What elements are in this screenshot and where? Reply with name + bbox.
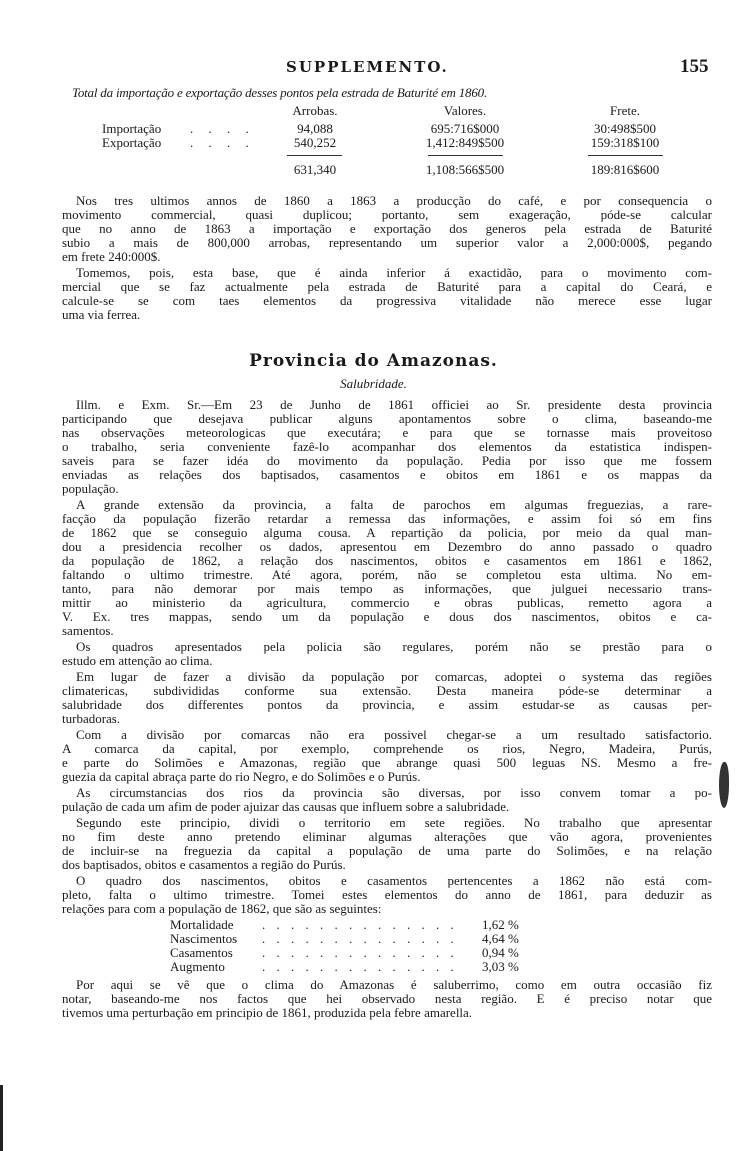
cell: 159:318$100 xyxy=(590,135,660,150)
page-number: 155 xyxy=(680,56,709,77)
text-line: Com a divisão por comarcas não era possivel chegar-se a um resultado satisfactorio. xyxy=(76,727,712,742)
text-line: calcule-se se com taes elementos da progressiva vitalidade não merece esse lugar xyxy=(62,293,712,308)
text-line: saveis para se fazer idéa do movimento da população. Pedia por isso que me fossem xyxy=(62,453,712,468)
ink-blot xyxy=(719,762,729,808)
text-line: o trabalho, seria conveniente fazê-lo acompanhar dos elementos da estatistica indispen- xyxy=(62,439,712,454)
stat-label: Nascimentos xyxy=(170,931,238,946)
paragraph xyxy=(62,194,712,264)
text-line: notar, baseando-me nos factos que hei observado nesta região. E é preciso notar que xyxy=(62,991,712,1006)
text-line: Nos tres ultimos annos de 1860 a 1863 a producção do café, e por consequencia o xyxy=(76,193,712,208)
stat-row xyxy=(170,918,570,932)
paragraph xyxy=(62,786,712,814)
text-line: pulação de cada um afim de poder ajuizar das causas que influem sobre a salubridade. xyxy=(62,799,510,814)
text-line: movimento commercial, quasi duplicou; portanto, sem exageração, póde-se calcular xyxy=(62,207,712,222)
text-line: estudo em attenção ao clima. xyxy=(62,653,213,668)
statistics-list xyxy=(170,918,570,974)
stat-row xyxy=(170,932,570,946)
text-line: Tomemos, pois, esta base, que é ainda inferior á exactidão, para o movimento com- xyxy=(76,265,712,280)
divider xyxy=(428,155,503,156)
text-line: Segundo este principio, dividi o territorio em sete regiões. No trabalho que apresentar xyxy=(76,815,712,830)
text-line: turbadoras. xyxy=(62,711,121,726)
text-line: V. Ex. tres mappas, sendo um da população e dous dos nascimentos, obitos e ca- xyxy=(62,609,712,624)
text-line: salubridade dos differentes pontos da provincia, e assim estudar-se as causas per- xyxy=(62,697,712,712)
cell: 695:716$000 xyxy=(430,121,500,136)
text-line: A comarca da capital, por exemplo, comprehende os rios, Negro, Madeira, Purús, xyxy=(62,741,712,756)
text-line: tivemos uma perturbação em principio de 1861, produzida pela febre amarella. xyxy=(62,1005,473,1020)
leader-dots: . . . . xyxy=(190,135,255,150)
text-line: em frete 240:000$. xyxy=(62,249,161,264)
text-block-upper xyxy=(62,194,712,324)
cell: 30:498$500 xyxy=(593,121,657,136)
total-cell: 189:816$600 xyxy=(590,162,660,177)
text-line: climatericas, subdivididas conforme sua extensão. Desta maneira póde-se determinar a xyxy=(62,683,712,698)
section-heading: Provincia do Amazonas. xyxy=(249,351,498,371)
divider xyxy=(287,155,342,156)
text-line: e parte do Solimões e Amazonas, região que abrange quasi 500 leguas NS. Mesmo a fre- xyxy=(62,755,712,770)
column-header: Valores. xyxy=(443,103,487,118)
text-line: tanto, para não demorar por mais tempo as informações, que julguei necessario trans- xyxy=(62,581,712,596)
leader-dots: . . . . . . . . . . . . . . xyxy=(262,945,458,960)
table-title: Total da importação e exportação desses pontos pela estrada de Baturité em 1860. xyxy=(72,85,488,100)
table-row xyxy=(0,122,747,136)
text-line: no fim deste anno pretendo eliminar algumas alterações que vão agora, provenientes xyxy=(62,829,712,844)
divider xyxy=(588,155,663,156)
cell: 540,252 xyxy=(293,135,337,150)
paragraph xyxy=(62,874,712,916)
text-block-lower xyxy=(62,398,712,1022)
cell: 1,412:849$500 xyxy=(425,135,505,150)
text-line: de 1862 que se conseguio alguma cousa. A repartição da policia, por meio da qual man- xyxy=(62,525,712,540)
text-line: nas observações meteorologicas que executára; e para que se tornasse mais proveitoso xyxy=(62,425,712,440)
text-line: enviadas as relações dos baptisados, casamentos e obitos em 1861 e os mappas da xyxy=(62,467,712,482)
leader-dots: . . . . . . . . . . . . . . xyxy=(262,959,458,974)
totals-rule xyxy=(0,155,747,156)
paragraph xyxy=(62,398,712,496)
total-cell: 631,340 xyxy=(293,162,337,177)
text-line: de incluir-se na freguezia da capital a população de uma parte do Solimões, e na relação xyxy=(62,843,712,858)
paragraph xyxy=(62,640,712,668)
totals-row xyxy=(0,163,747,177)
row-label: Exportação xyxy=(102,135,162,150)
scan-edge-mark xyxy=(0,1085,3,1151)
table-row xyxy=(0,136,747,150)
text-line: relações para com a população de 1862, que são as seguintes: xyxy=(62,901,382,916)
stat-row xyxy=(170,946,570,960)
text-line: participando que desejava publicar alguns apontamentos sobre o clima, baseando-me xyxy=(62,411,712,426)
stat-value: 3,03 % xyxy=(482,959,519,974)
section-subheading: Salubridade. xyxy=(340,376,407,391)
text-line: Por aqui se vê que o clima do Amazonas é saluberrimo, como em outra occasião fiz xyxy=(76,977,712,992)
paragraph xyxy=(62,978,712,1020)
text-line: Os quadros apresentados pela policia são regulares, porém não se prestão para o xyxy=(76,639,712,654)
text-line: população. xyxy=(62,481,119,496)
text-line: samentos. xyxy=(62,623,114,638)
paragraph xyxy=(62,266,712,322)
text-line: mittir ao ministerio da agricultura, commercio e obras publicas, remetto agora a xyxy=(62,595,712,610)
text-line: facção da população fizerão retardar a remessa das informações, e assim foi só em fins xyxy=(62,511,712,526)
text-line: guezia da capital abraça parte do rio Negro, e do Solimões e o Purús. xyxy=(62,769,421,784)
column-header: Arrobas. xyxy=(292,103,338,118)
text-line: As circumstancias dos rios da provincia são diversas, por isso convem tomar a po- xyxy=(76,785,712,800)
stat-row xyxy=(170,960,570,974)
text-line: subio a mais de 800,000 arrobas, representando um superior valor a 2,000:000$, pegando xyxy=(62,235,712,250)
paragraph xyxy=(62,816,712,872)
text-line: A grande extensão da provincia, a falta de parochos em algumas freguezias, a rare- xyxy=(76,497,712,512)
paragraph xyxy=(62,498,712,638)
row-label: Importação xyxy=(102,121,162,136)
text-line: Illm. e Exm. Sr.—Em 23 de Junho de 1861 officiei ao Sr. presidente desta provincia xyxy=(76,397,712,412)
text-line: que no anno de 1863 a importação e exportação dos generos pela estrada de Baturité xyxy=(62,221,712,236)
stat-value: 4,64 % xyxy=(482,931,519,946)
running-header xyxy=(0,58,747,80)
text-line: uma via ferrea. xyxy=(62,307,141,322)
text-line: Em lugar de fazer a divisão da população por comarcas, adoptei o systema das regiões xyxy=(76,669,712,684)
cell: 94,088 xyxy=(297,121,333,136)
text-line: dos baptisados, obitos e casamentos a região do Purús. xyxy=(62,857,346,872)
stat-label: Mortalidade xyxy=(170,917,234,932)
text-line: pleto, falta o ultimo trimestre. Tomei estes elementos do anno de 1861, para deduzir as xyxy=(62,887,712,902)
text-line: dou a presidencia recolher os dados, apresentou em Dezembro do anno passado o quadro xyxy=(62,539,712,554)
leader-dots: . . . . . . . . . . . . . . xyxy=(262,931,458,946)
stat-value: 1,62 % xyxy=(482,917,519,932)
paragraph xyxy=(62,670,712,726)
leader-dots: . . . . xyxy=(190,121,255,136)
paragraph xyxy=(62,728,712,784)
leader-dots: . . . . . . . . . . . . . . xyxy=(262,917,458,932)
text-line: O quadro dos nascimentos, obitos e casamentos pertencentes a 1862 não está com- xyxy=(76,873,712,888)
column-header: Frete. xyxy=(610,103,640,118)
running-title: SUPPLEMENTO. xyxy=(286,58,449,76)
stat-value: 0,94 % xyxy=(482,945,519,960)
table-header-row xyxy=(0,104,747,118)
total-cell: 1,108:566$500 xyxy=(425,162,505,177)
text-line: da população de 1862, a relação dos nascimentos, obitos e casamentos em 1861 e 1862, xyxy=(62,553,712,568)
text-line: faltando o ultimo trimestre. Até agora, porém, não se completou esta ultima. No em- xyxy=(62,567,712,582)
stat-label: Augmento xyxy=(170,959,225,974)
stat-label: Casamentos xyxy=(170,945,233,960)
text-line: mercial que se faz actualmente pela estrada de Baturité para a capital do Ceará, e xyxy=(62,279,712,294)
